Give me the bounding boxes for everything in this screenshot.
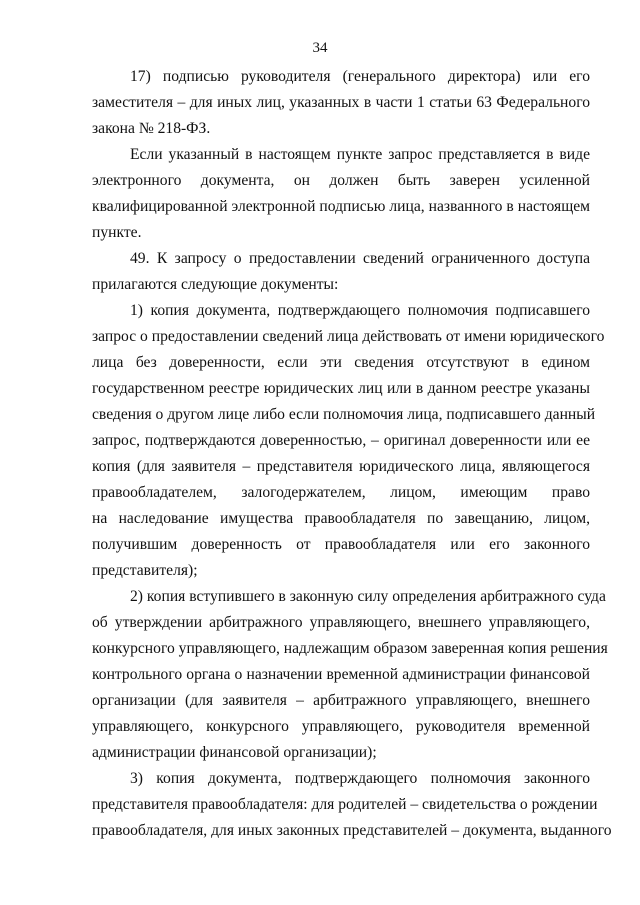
text-line: прилагаются следующие документы: bbox=[92, 276, 339, 293]
text-line: представителя правообладателя: для родителей – свидетельства о рождении bbox=[92, 796, 598, 813]
text-line: конкурсного управляющего, надлежащим образом заверенная копия решения bbox=[92, 640, 608, 657]
text-line: 49. К запросу о предоставлении сведений ограниченного доступа bbox=[130, 250, 590, 267]
text-line: администрации финансовой организации); bbox=[92, 744, 377, 761]
page-number: 34 bbox=[312, 40, 328, 56]
text-line: Если указанный в настоящем пункте запрос представляется в виде bbox=[130, 146, 590, 163]
text-line: об утверждении арбитражного управляющего, внешнего управляющего, bbox=[92, 614, 590, 631]
text-line: запрос о предоставлении сведений лица действовать от имени юридического bbox=[92, 328, 605, 345]
text-line: квалифицированной электронной подписью лица, названного в настоящем bbox=[92, 198, 590, 215]
text-line: правообладателя, для иных законных представителей – документа, выданного bbox=[92, 822, 612, 839]
text-line: запрос, подтверждаются доверенностью, – оригинал доверенности или ее bbox=[92, 432, 590, 449]
text-line: представителя); bbox=[92, 562, 198, 579]
body-text bbox=[92, 64, 612, 844]
text-line: сведения о другом лице либо если полномочия лица, подписавшего данный bbox=[92, 406, 596, 423]
text-line: контрольного органа о назначении временной администрации финансовой bbox=[92, 666, 590, 683]
text-line: 17) подписью руководителя (генерального директора) или его bbox=[130, 68, 590, 85]
text-line: заместителя – для иных лиц, указанных в части 1 статьи 63 Федерального bbox=[92, 94, 590, 111]
text-line: 1) копия документа, подтверждающего полномочия подписавшего bbox=[130, 302, 590, 319]
text-line: пункте. bbox=[92, 224, 142, 241]
text-line: закона № 218-ФЗ. bbox=[92, 120, 211, 137]
text-line: 2) копия вступившего в законную силу определения арбитражного суда bbox=[130, 588, 606, 605]
text-line: управляющего, конкурсного управляющего, руководителя временной bbox=[92, 718, 590, 735]
text-line: 3) копия документа, подтверждающего полномочия законного bbox=[130, 770, 590, 787]
text-line: правообладателем, залогодержателем, лицом, имеющим право bbox=[92, 484, 590, 501]
text-line: электронного документа, он должен быть заверен усиленной bbox=[92, 172, 590, 189]
text-line: организации (для заявителя – арбитражного управляющего, внешнего bbox=[92, 692, 590, 709]
text-line: на наследование имущества правообладателя по завещанию, лицом, bbox=[92, 510, 590, 527]
text-line: лица без доверенности, если эти сведения отсутствуют в едином bbox=[92, 354, 590, 371]
text-line: копия (для заявителя – представителя юридического лица, являющегося bbox=[92, 458, 590, 475]
text-line: государственном реестре юридических лиц или в данном реестре указаны bbox=[92, 380, 590, 397]
text-line: получившим доверенность от правообладателя или его законного bbox=[92, 536, 590, 553]
